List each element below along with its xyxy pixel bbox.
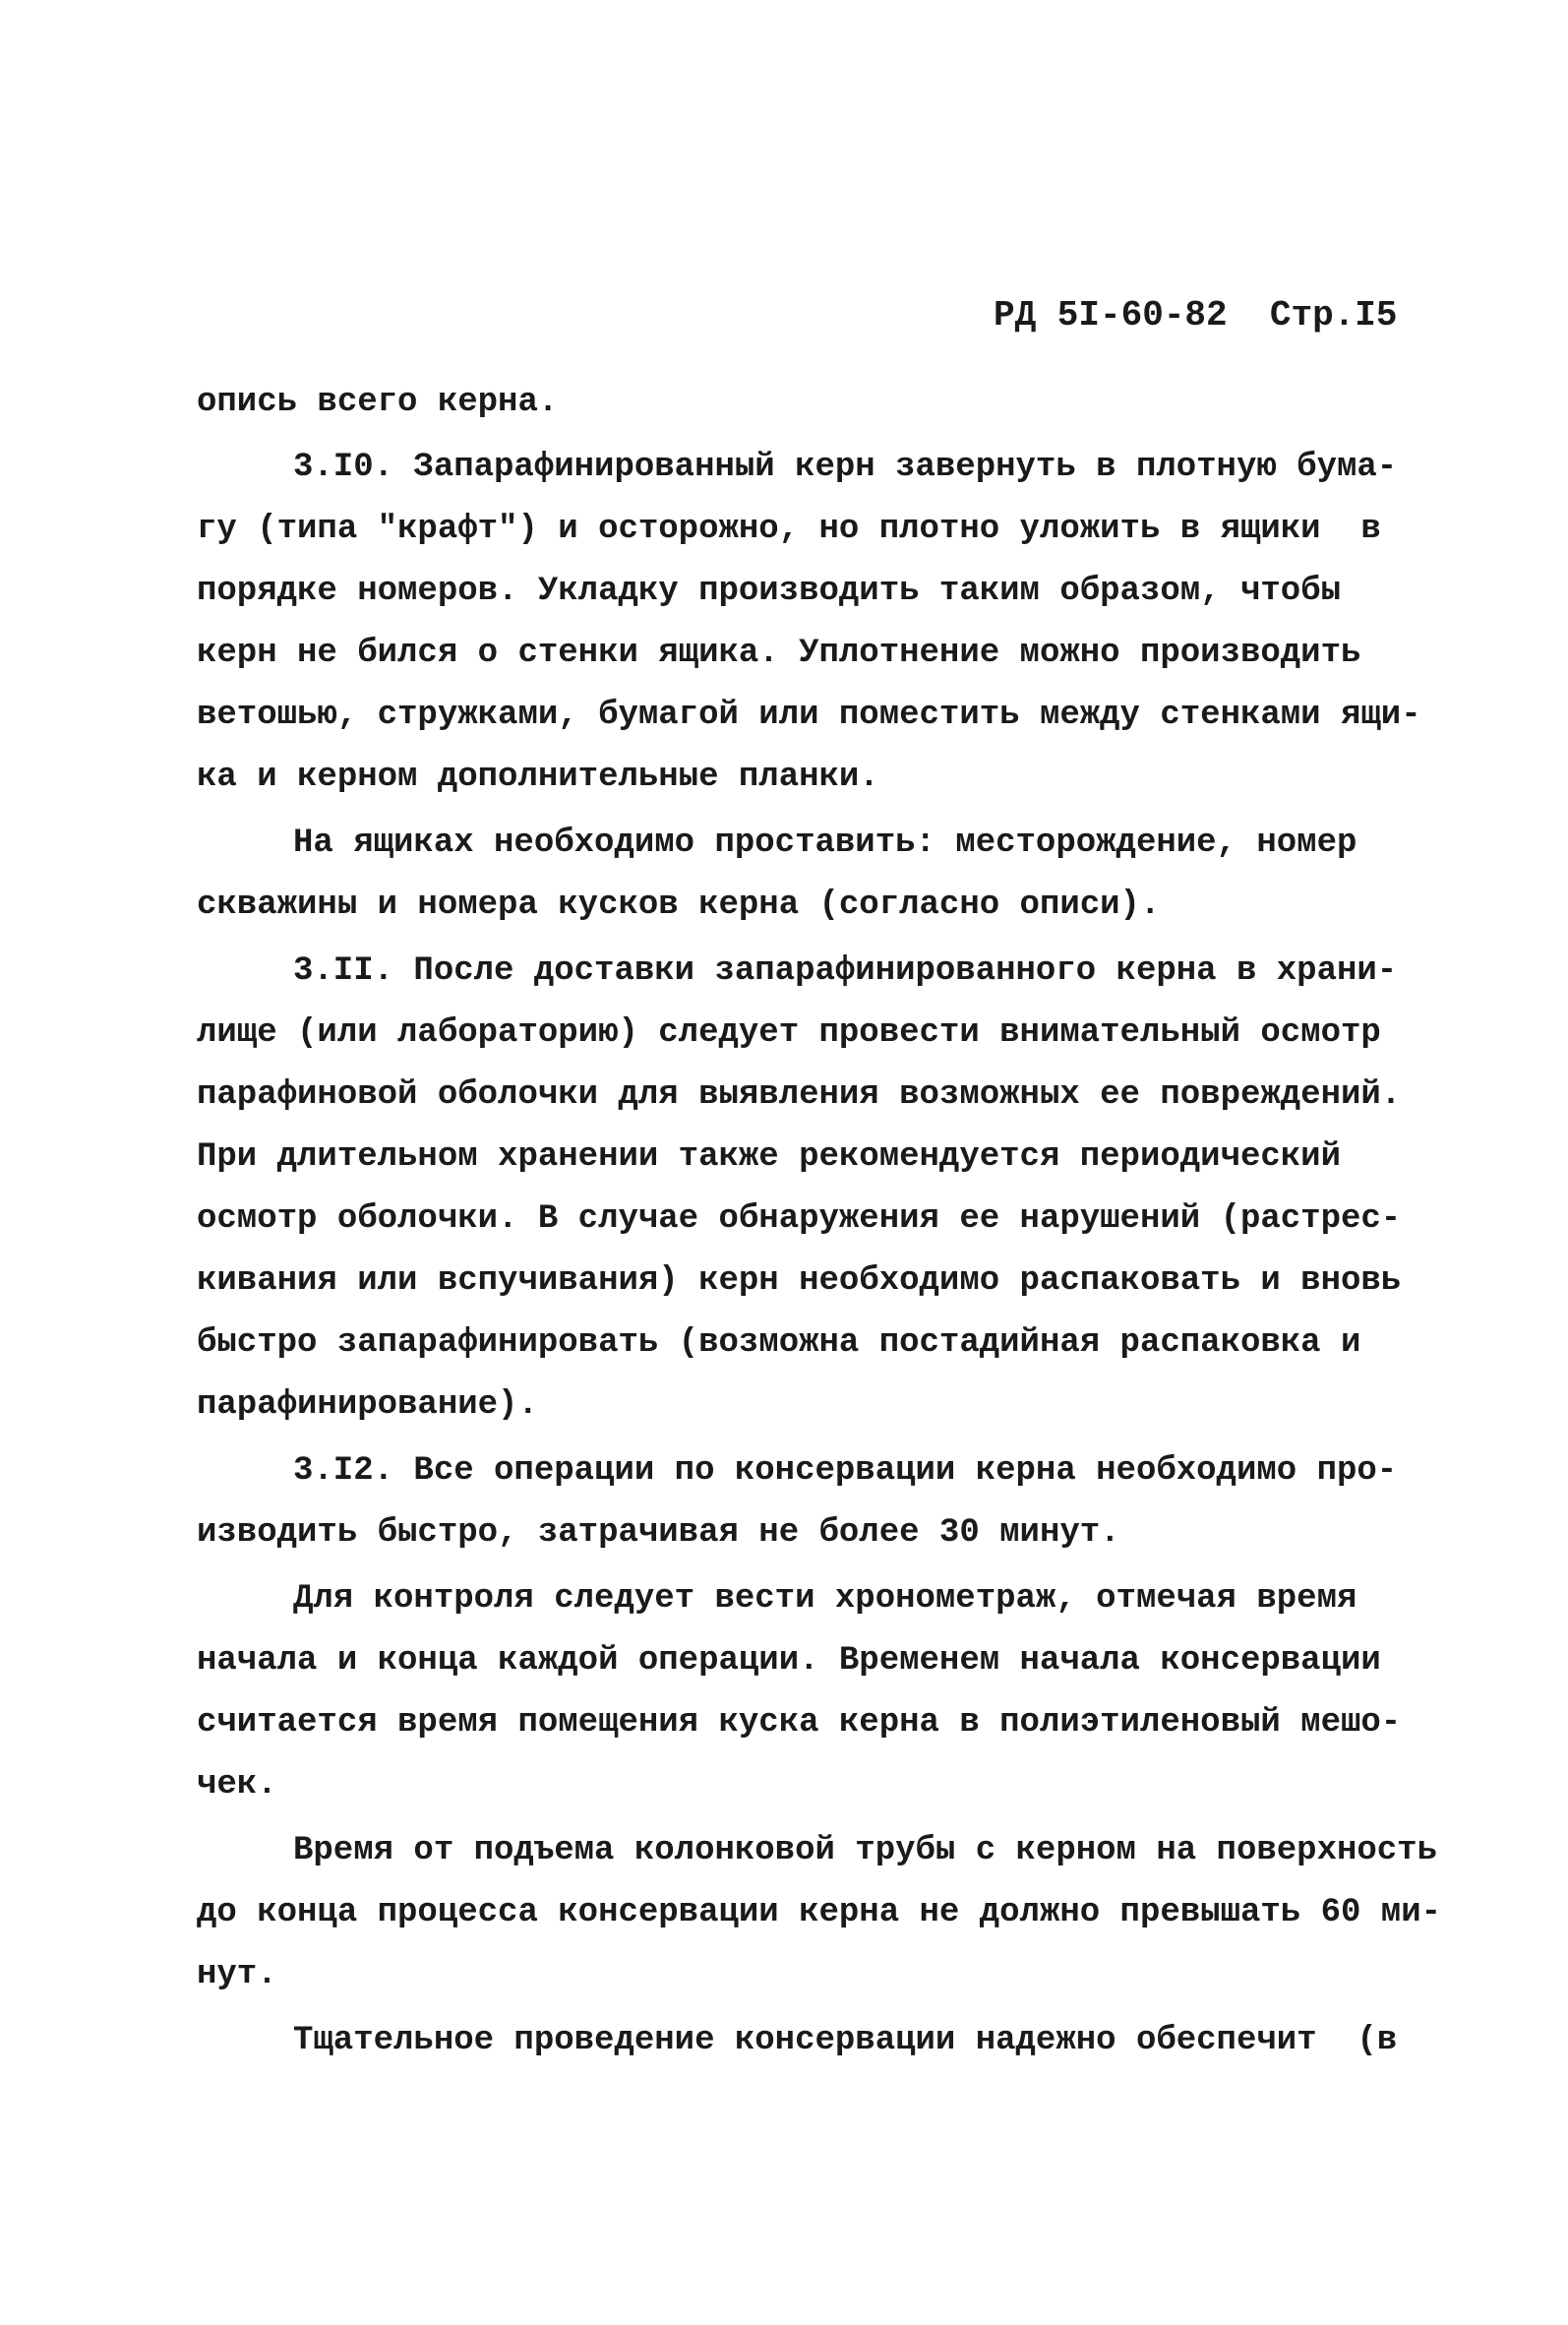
text-line: нут. [197,1956,277,1993]
text-line: начала и конца каждой операции. Временем начала консервации [197,1642,1381,1680]
text-line: керн не бился о стенки ящика. Уплотнение можно производить [197,635,1361,672]
text-line: ветошью, стружками, бумагой или поместить между стенками ящи- [197,697,1421,734]
page-header [994,295,1397,336]
paragraph-3-10-start: 3.I0. Запарафинированный керн завернуть в плотную бума- [293,449,1398,486]
text-line: изводить быстро, затрачивая не более 30 минут. [197,1514,1120,1552]
text-line: чек. [197,1766,277,1804]
text-line: ка и керном дополнительные планки. [197,759,879,796]
text-line: порядке номеров. Укладку производить таким образом, чтобы [197,573,1341,610]
text-line: скважины и номера кусков керна (согласно описи). [197,887,1161,924]
text-line: гу (типа "крафт") и осторожно, но плотно уложить в ящики в [197,511,1381,548]
text-line: парафиновой оболочки для выявления возможных ее повреждений. [197,1076,1402,1114]
paragraph-control-start: Для контроля следует вести хронометраж, отмечая время [293,1580,1357,1618]
text-line: При длительном хранении также рекомендуется периодический [197,1138,1341,1176]
page-number: Стр.I5 [1269,295,1398,336]
text-line: быстро запарафинировать (возможна постадийная распаковка и [197,1324,1361,1362]
text-line: лище (или лабораторию) следует провести внимательный осмотр [197,1014,1381,1052]
paragraph-time-start: Время от подъема колонковой трубы с керном на поверхность [293,1832,1437,1869]
text-line: опись всего керна. [197,384,559,421]
paragraph-labels-start: На ящиках необходимо проставить: месторождение, номер [293,825,1357,862]
paragraph-3-11-start: 3.II. После доставки запарафинированного керна в храни- [293,952,1398,990]
paragraph-3-12-start: 3.I2. Все операции по консервации керна необходимо про- [293,1452,1398,1490]
text-line: парафинирование). [197,1386,538,1424]
text-line: осмотр оболочки. В случае обнаружения ее нарушений (растрес- [197,1200,1402,1238]
text-line: считается время помещения куска керна в полиэтиленовый мешо- [197,1704,1402,1742]
paragraph-final-start: Тщательное проведение консервации надежно обеспечит (в [293,2022,1398,2059]
text-line: кивания или вспучивания) керн необходимо распаковать и вновь [197,1262,1402,1300]
document-code: РД 5I-60-82 [994,295,1228,336]
text-line: до конца процесса консервации керна не должно превышать 60 ми- [197,1894,1442,1931]
